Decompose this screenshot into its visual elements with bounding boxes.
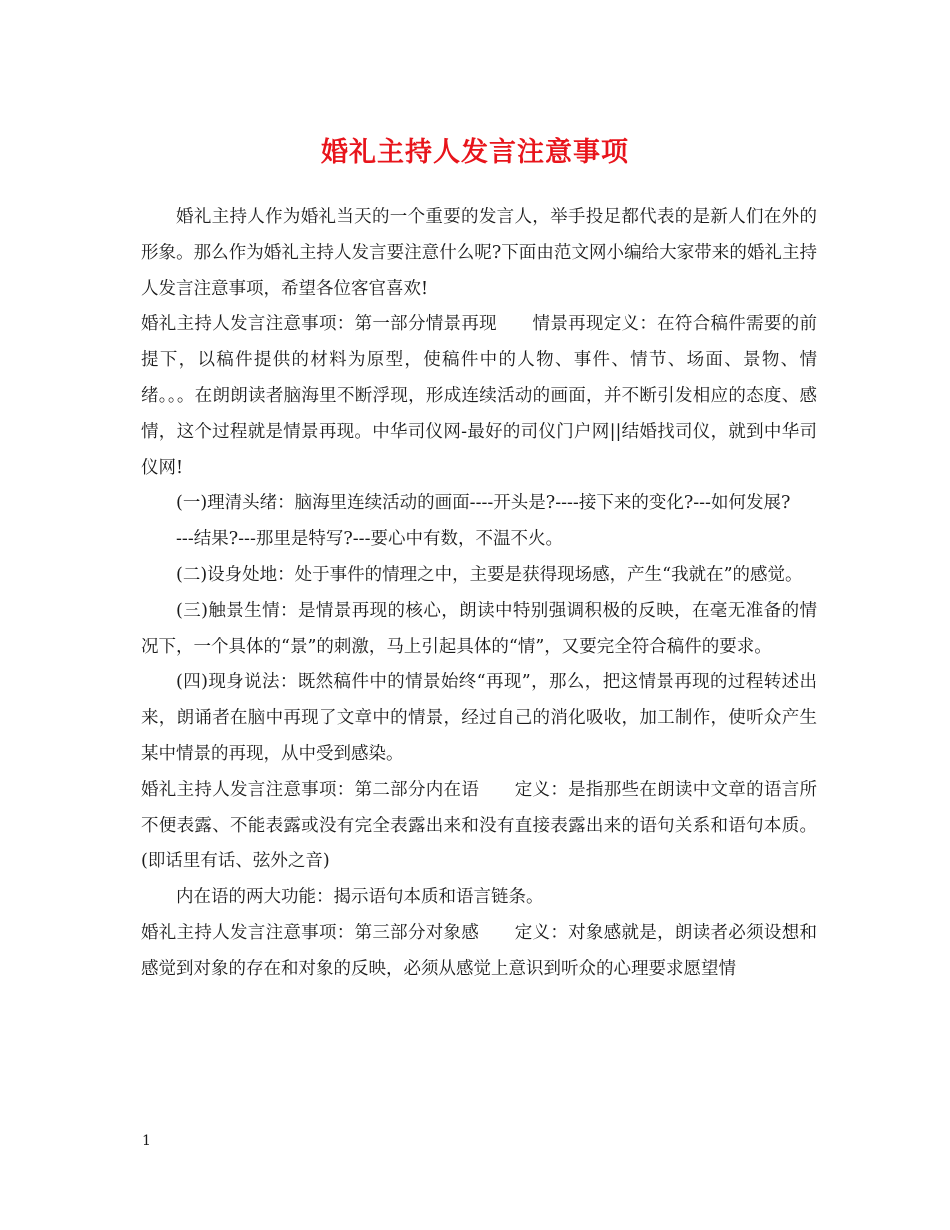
paragraph-point-3: (三)触景生情：是情景再现的核心，朗读中特别强调积极的反映，在毫无准备的情况下，一个具体的“景”的刺激，马上引起具体的“情”，又要完全符合稿件的要求。 [141, 600, 817, 657]
paragraph-section-2-heading: 婚礼主持人发言注意事项：第二部分内在语 定义：是指那些在朗读中文章的语言所不便表露、不能表露或没有完全表露出来和没有直接表露出来的语句关系和语句本质。(即话里有话、弦外之音) [141, 779, 817, 872]
page-number: 1 [142, 1133, 151, 1149]
paragraph-point-4: (四)现身说法：既然稿件中的情景始终“再现”，那么，把这情景再现的过程转述出来，朗诵者在脑中再现了文章中的情景，经过自己的消化吸收，加工制作，使听众产生某中情景的再现，从中受到感染。 [141, 672, 817, 764]
document-body [141, 200, 817, 988]
paragraph-point-1-continued: ---结果?---那里是特写?---要心中有数，不温不火。 [176, 529, 563, 550]
paragraph-intro: 婚礼主持人作为婚礼当天的一个重要的发言人，举手投足都代表的是新人们在外的形象。那么作为婚礼主持人发言要注意什么呢?下面由范文网小编给大家带来的婚礼主持人发言注意事项，希望各位客官喜欢! [141, 207, 817, 299]
page-title: 婚礼主持人发言注意事项 [321, 137, 629, 168]
paragraph-section-1-heading: 婚礼主持人发言注意事项：第一部分情景再现 情景再现定义：在符合稿件需要的前提下，以稿件提供的材料为原型，使稿件中的人物、事件、情节、场面、景物、情绪。。。在朗朗读者脑海里不断浮现，形成连续活动的画面，并不断引发相应的态度、感情，这个过程就是情景再现。中华司仪网-最好的司仪门户网||结婚找司仪，就到中华司仪网! [141, 314, 817, 478]
paragraph-point-2: (二)设身处地：处于事件的情理之中，主要是获得现场感，产生“我就在”的感觉。 [176, 564, 803, 585]
paragraph-inner-language-functions: 内在语的两大功能：揭示语句本质和语言链条。 [176, 887, 544, 908]
paragraph-point-1: (一)理清头绪：脑海里连续活动的画面----开头是?----接下来的变化?---如何发展? [176, 493, 791, 514]
paragraph-section-3-heading: 婚礼主持人发言注意事项：第三部分对象感 定义：对象感就是，朗读者必须设想和感觉到对象的存在和对象的反映，必须从感觉上意识到听众的心理要求愿望情 [141, 922, 817, 979]
